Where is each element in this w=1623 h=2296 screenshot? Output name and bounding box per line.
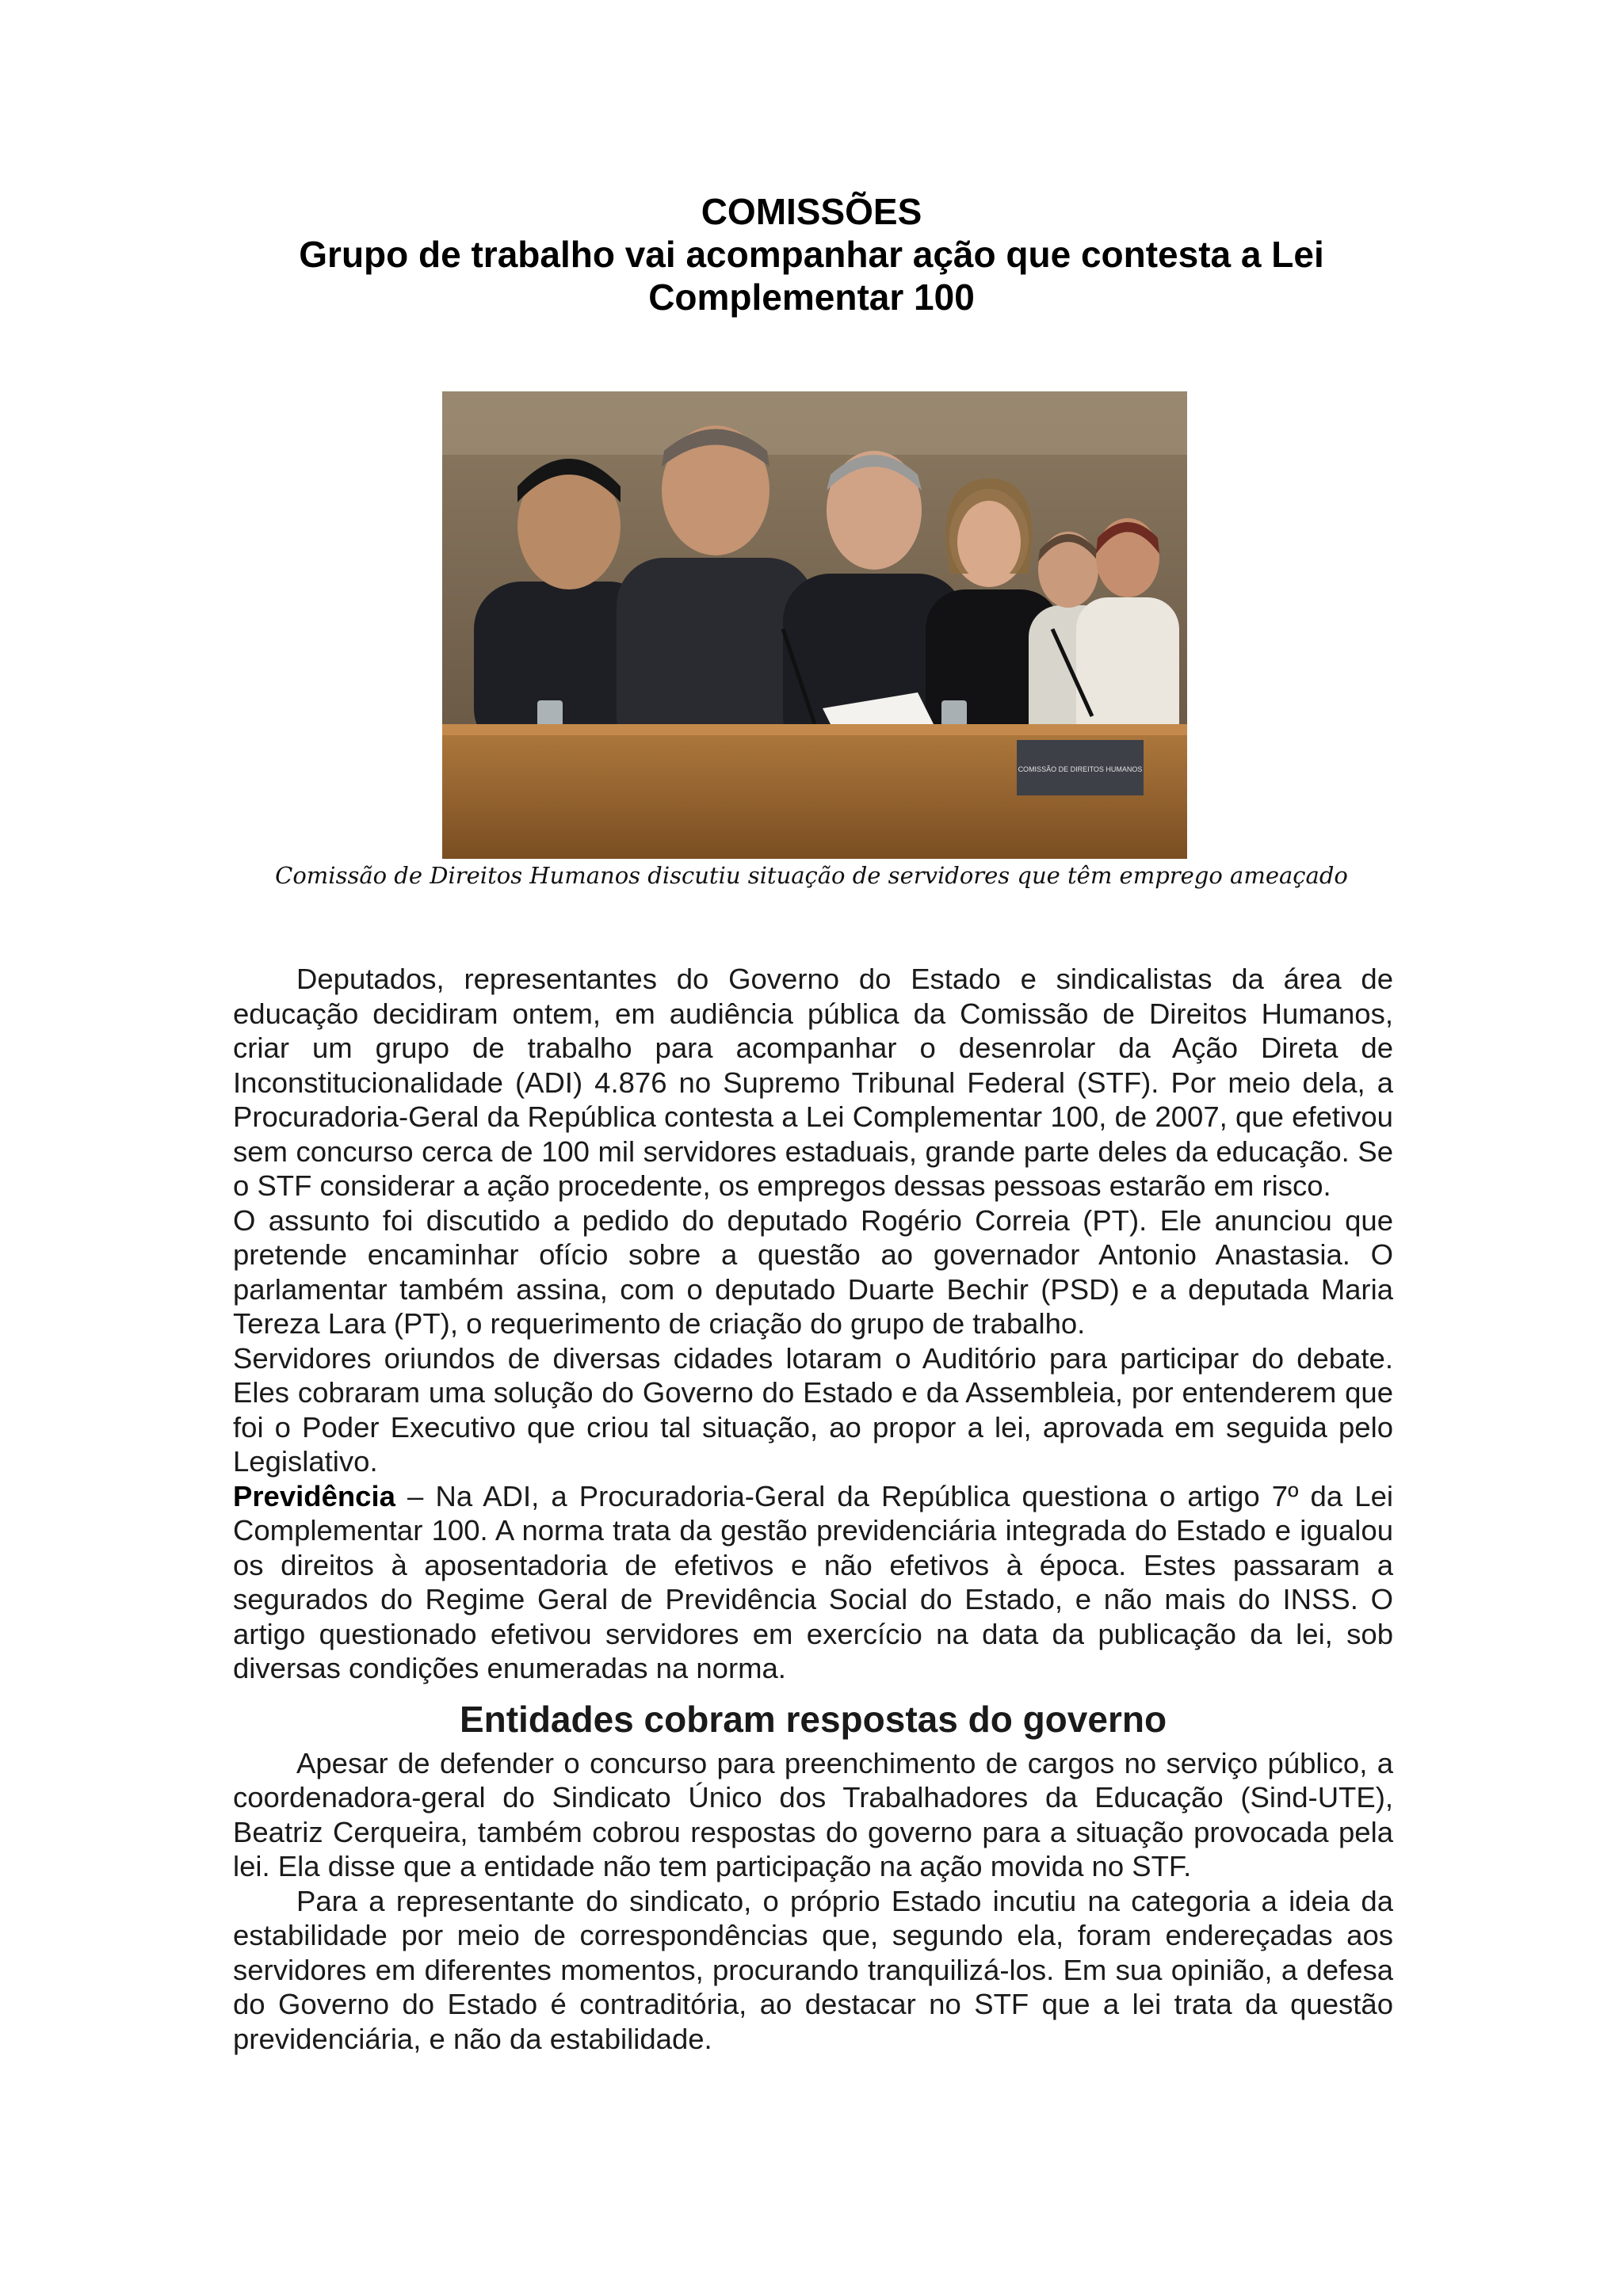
paragraph-2: O assunto foi discutido a pedido do deputado Rogério Correia (PT). Ele anunciou que pretende encaminhar ofício sobre a questão ao governador Antonio Anastasia. O parlamentar também assina, com o deputado Duarte Bechir (PSD) e a deputada Maria Tereza Lara (PT), o requerimento de criação do grupo de trabalho. xyxy=(233,1203,1393,1340)
paragraph-1: Deputados, representantes do Governo do Estado e sindicalistas da área de educação decidiram ontem, em audiência pública da Comissão de Direitos Humanos, criar um grupo de trabalho para acompanhar o desenrolar da Ação Direta de Inconstitucionalidade (ADI) 4.876 no Supremo Tribunal Federal (STF). Por meio dela, a Procuradoria-Geral da República contesta a Lei Complementar 100, de 2007, que efetivou sem concurso cerca de 100 mil servidores estaduais, grande parte deles da educação. Se o STF considerar a ação procedente, os empregos dessas pessoas estarão em risco. xyxy=(233,963,1393,1202)
section-subheading: Entidades cobram respostas do governo xyxy=(459,1698,1167,1740)
paragraph-5: Apesar de defender o concurso para preenchimento de cargos no serviço público, a coordenadora-geral do Sindicato Único dos Trabalhadores da Educação (Sind-UTE), Beatriz Cerqueira, também cobrou respostas do governo para a situação provocada pela lei. Ela disse que a entidade não tem participação na ação movida no STF. xyxy=(233,1746,1393,1882)
photo-caption: Comissão de Direitos Humanos discutiu situação de servidores que têm emprego ameaçado xyxy=(275,862,1348,889)
article-body xyxy=(233,962,1393,2056)
paragraph-6: Para a representante do sindicato, o próprio Estado incutiu na categoria a ideia da estabilidade por meio de correspondências que, segundo ela, foram endereçadas aos servidores em diferentes momentos, procurando tranquilizá-los. Em sua opinião, a defesa do Governo do Estado é contraditória, ao destacar no STF que a lei trata da questão previdenciária, e não da estabilidade. xyxy=(233,1884,1393,2055)
paragraph-4-lead: Previdência xyxy=(233,1479,395,1512)
nameplate xyxy=(1017,740,1144,795)
paragraph-3: Servidores oriundos de diversas cidades lotaram o Auditório para participar do debate. Eles cobraram uma solução do Governo do Estado e da Assembleia, por entenderem que foi o Poder Executivo que criou tal situação, ao propor a lei, aprovada em seguida pelo Legislativo. xyxy=(233,1341,1393,1478)
section-label: COMISSÕES xyxy=(701,191,922,232)
article-header xyxy=(0,190,1623,318)
paragraph-4-text: – Na ADI, a Procuradoria-Geral da República questiona o artigo 7º da Lei Complementar 100. A norma trata da gestão previdenciária integrada do Estado e igualou os direitos à aposentadoria de efetivos e não efetivos à época. Estes passaram a segurados do Regime Geral de Previdência Social do Estado, e não mais do INSS. O artigo questionado efetivou servidores em exercício na data da publicação da lei, sob diversas condições enumeradas na norma. xyxy=(233,1479,1393,1684)
paragraph-4 xyxy=(233,1479,1393,1686)
headline-line-2: Complementar 100 xyxy=(648,277,975,318)
nameplate-text: COMISSÃO DE DIREITOS HUMANOS xyxy=(1018,765,1143,773)
headline-line-1: Grupo de trabalho vai acompanhar ação que contesta a Lei xyxy=(299,234,1324,275)
committee-photo xyxy=(442,391,1187,859)
